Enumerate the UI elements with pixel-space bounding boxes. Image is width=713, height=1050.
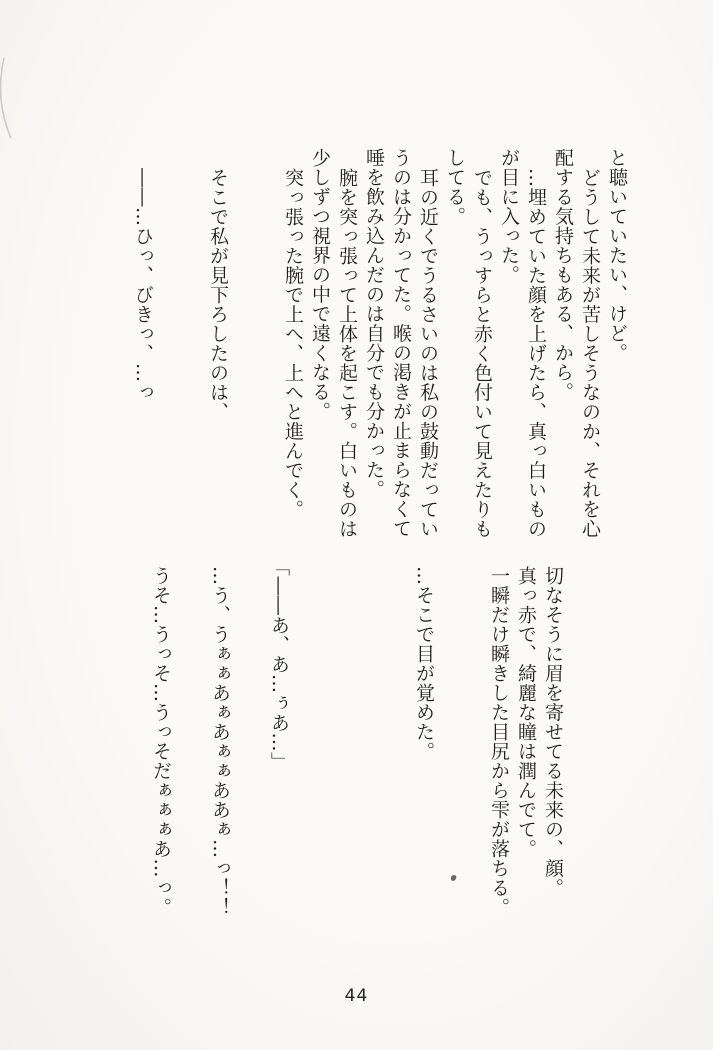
text-line: 少しずつ視界の中で遠くなる。 — [309, 148, 331, 421]
text-line: …埋めていた顔を上げたら、真っ白いもの — [525, 168, 547, 539]
text-line: と聴いていたい、けど。 — [606, 148, 628, 363]
text-line: どうして未来が苦しそうなのか、それを心 — [579, 168, 601, 539]
text-line: 耳の近くでうるさいのは私の鼓動だってい — [417, 168, 439, 539]
upper-text-block — [129, 148, 630, 598]
text-line: …そこで目が覚めた。 — [413, 566, 435, 761]
text-line: うそ…うっそ…うっそだぁぁぁあ…っ。 — [150, 566, 172, 917]
text-line: …う、うぁぁあぁあぁぁああぁ…っ！！ — [209, 566, 231, 917]
text-line: 真っ赤で、綺麗な瞳は潤んでて。 — [515, 566, 537, 859]
text-line: 切なそうに眉を寄せてる未来の、顔。 — [542, 566, 564, 898]
text-line: してる。 — [444, 148, 466, 226]
text-line: 「――あ、あ…ぅあ…」 — [268, 557, 290, 772]
lower-text-block — [147, 557, 566, 1007]
scan-artifact-curve — [0, 52, 20, 144]
text-line: 突っ張った腕で上へ、上へと進んでく。 — [282, 168, 304, 519]
text-line: が目に入った。 — [498, 148, 520, 285]
text-line: うのは分かってた。喉の渇きが止まらなくて — [390, 148, 412, 538]
text-line: 腕を突っ張って上体を起こす。白いものは — [336, 168, 358, 539]
text-line: そこで私が見下ろしたのは、 — [207, 168, 229, 422]
text-line: 一瞬だけ瞬きした目尻から雫が落ちる。 — [488, 566, 510, 917]
text-line: 配する気持ちもある、から。 — [552, 148, 574, 402]
text-line: でも、うっすらと赤く色付いて見えたりも — [471, 168, 493, 539]
page-number: 44 — [344, 986, 369, 1006]
text-line: ――…ひっ、びきっ、…っ — [132, 168, 154, 402]
text-line: 唾を飲み込んだのは自分でも分かった。 — [363, 148, 385, 499]
